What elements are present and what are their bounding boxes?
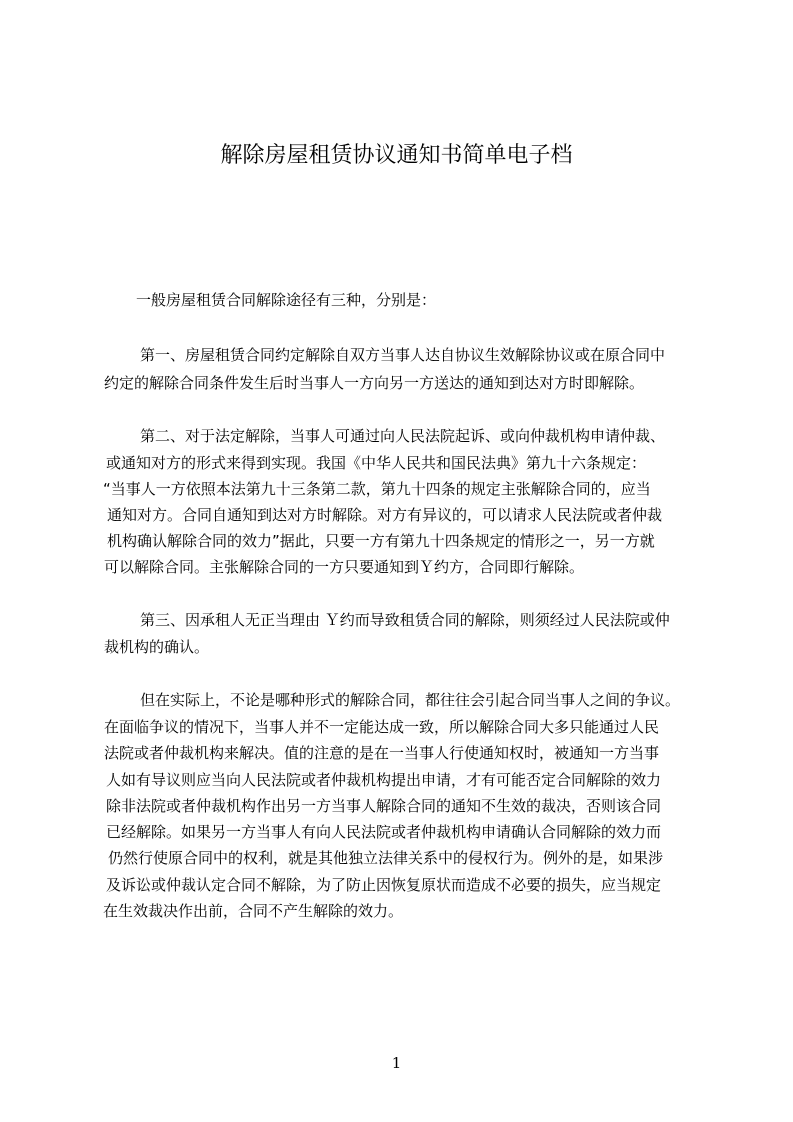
paragraph-3-line-4: 通知对方。合同自通知到达对方时解除。对方有异议的，可以请求人民法院或者仲裁 <box>107 506 663 524</box>
paragraph-5-line-4: 人如有导议则应当向人民法院或者仲裁机构提出申请，才有可能否定合同解除的效力 <box>106 771 662 789</box>
paragraph-2-line-2: 约定的解除合同条件发生后时当事人一方向另一方送达的通知到达对方时即解除。 <box>104 374 645 392</box>
paragraph-5-line-2: 在面临争议的情况下，当事人并不一定能达成一致，所以解除合同大多只能通过人民 <box>104 718 660 736</box>
paragraph-4-line-1: 第三、因承租人无正当理由 Ｙ约而导致租赁合同的解除，则须经过人民法院或仲 <box>140 611 670 629</box>
paragraph-3-line-3: “当事人一方依照本法第九十三条第二款，第九十四条的规定主张解除合同的，应当 <box>103 480 651 498</box>
paragraph-4-line-2: 裁机构的确认。 <box>104 638 210 656</box>
page-number: 1 <box>391 1054 402 1072</box>
paragraph-3-line-1: 第二、对于法定解除，当事人可通过向人民法院起诉、或向仲裁机构申请仲裁、 <box>140 427 666 445</box>
paragraph-3-line-5: 机构确认解除合同的效力”据此，只要一方有第九十四条规定的情形之一，另一方就 <box>107 532 655 550</box>
paragraph-5-line-9: 在生效裁决作出前，合同不产生解除的效力。 <box>103 902 404 920</box>
paragraph-5-line-6: 已经解除。如果另一方当事人有向人民法院或者仲裁机构申请确认合同解除的效力而 <box>106 823 662 841</box>
paragraph-3-line-2: 或通知对方的形式来得到实现。我国《中华人民共和国民法典》第九十六条规定： <box>106 454 647 472</box>
paragraph-5-line-5: 除非法院或者仲裁机构作出另一方当事人解除合同的通知不生效的裁决，否则该合同 <box>106 797 662 815</box>
paragraph-1-line-1: 一般房屋租赁合同解除途径有三种，分别是： <box>136 291 437 309</box>
paragraph-5-line-8: 及诉讼或仲裁认定合同不解除，为了防止因恢复原状而造成不必要的损失，应当规定 <box>106 876 662 894</box>
paragraph-5-line-7: 仍然行使原合同中的权利，就是其他独立法律关系中的侵权行为。例外的是，如果涉 <box>108 849 664 867</box>
document-title: 解除房屋租赁协议通知书简单电子档 <box>220 143 573 168</box>
paragraph-2-line-1: 第一、房屋租赁合同约定解除自双方当事人达自协议生效解除协议或在原合同中 <box>140 346 666 364</box>
paragraph-5-line-3: 法院或者仲裁机构来解决。值的注意的是在一当事人行使通知权时，被通知一方当事 <box>104 744 660 762</box>
paragraph-5-line-1: 但在实际上，不论是哪种形式的解除合同，都往往会引起合同当事人之间的争议。 <box>140 691 681 709</box>
paragraph-3-line-6: 可以解除合同。主张解除合同的一方只要通知到Ｙ约方，合同即行解除。 <box>104 558 585 576</box>
